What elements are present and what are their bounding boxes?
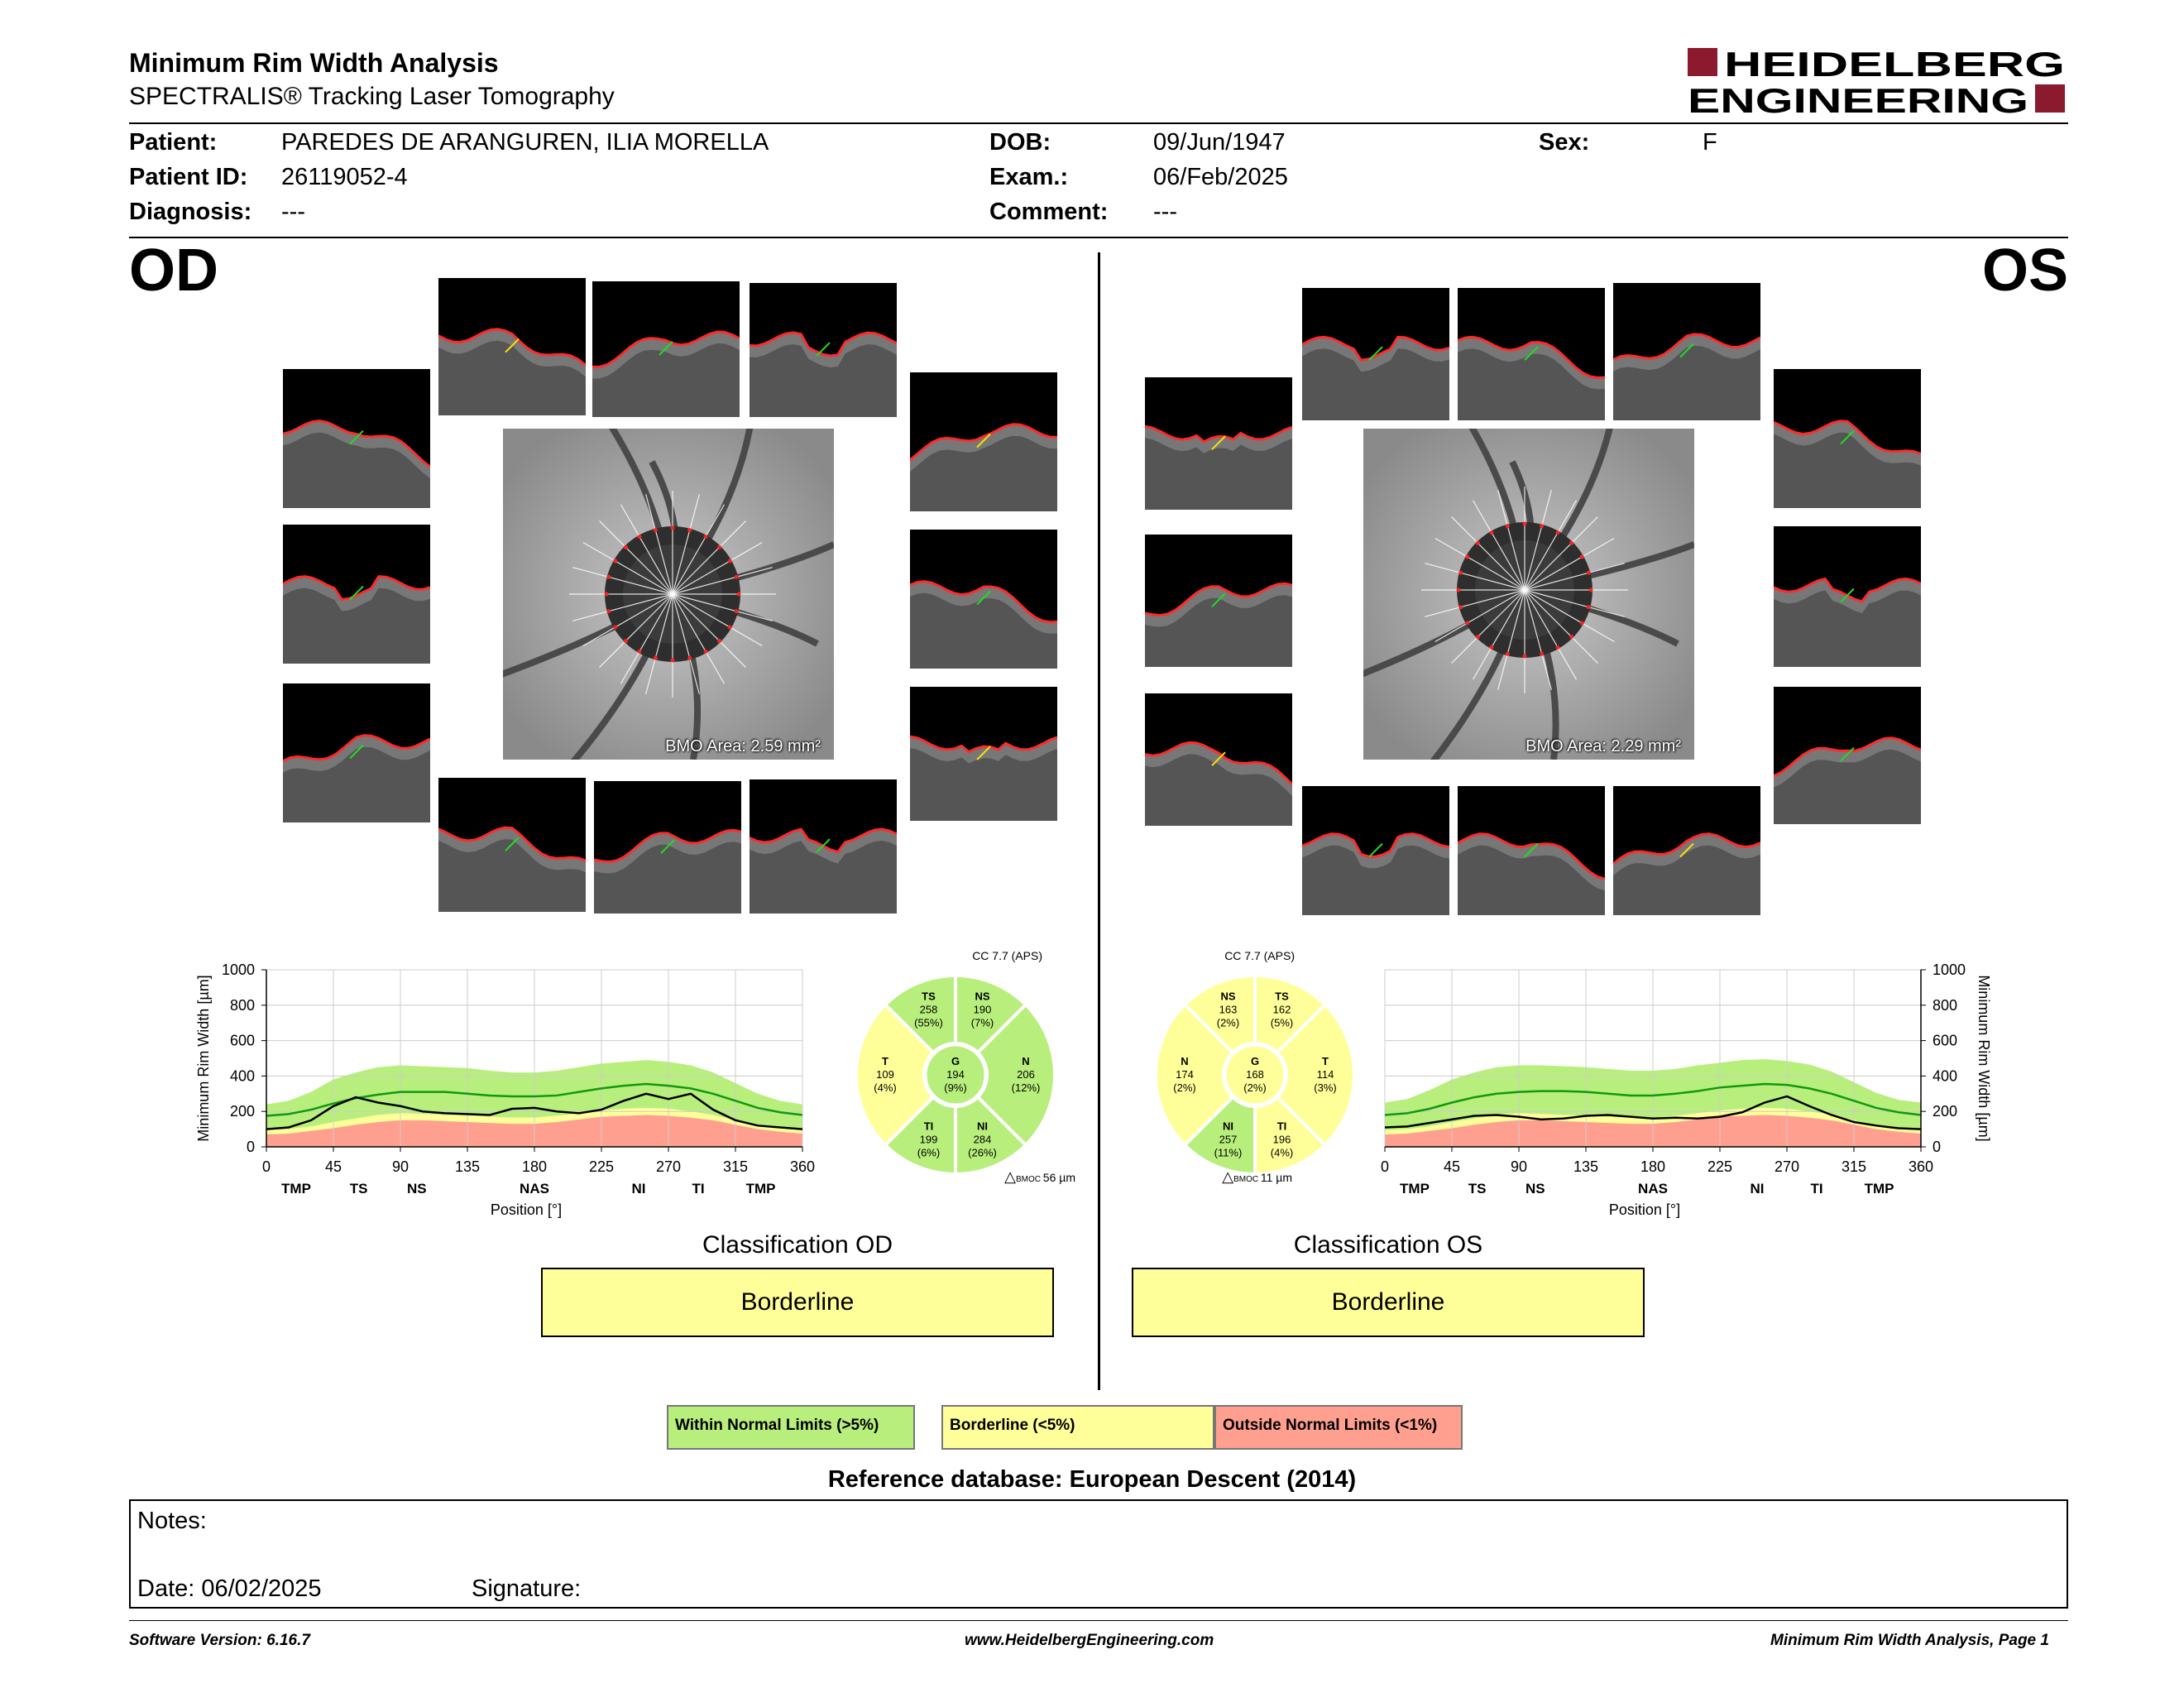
bmo-point xyxy=(671,659,675,663)
od-sector-g-value: 194 xyxy=(946,1068,965,1081)
os-sector-ti-name: TI xyxy=(1276,1120,1287,1133)
sector-axis-label: NI xyxy=(631,1181,646,1196)
x-axis-title: Position [°] xyxy=(1608,1201,1681,1218)
os-sector-n-value: 174 xyxy=(1176,1068,1194,1081)
os-sector-t-value: 114 xyxy=(1316,1068,1334,1081)
y-tick-label: 600 xyxy=(1933,1032,1958,1049)
sector-axis-label: NAS xyxy=(1638,1181,1668,1196)
od-sector-ni-pct: (26%) xyxy=(968,1146,997,1159)
x-tick-label: 135 xyxy=(1573,1158,1599,1175)
y-tick-label: 1000 xyxy=(1933,961,1966,978)
os-oct-scan-12[interactable] xyxy=(1613,786,1760,915)
od-mrw-chart xyxy=(190,952,827,1233)
x-axis-title: Position [°] xyxy=(490,1201,563,1218)
retina-deep-layer xyxy=(592,343,740,417)
bmo-point xyxy=(638,535,642,539)
os-oct-scan-4[interactable] xyxy=(1145,377,1292,510)
os-oct-scan-1[interactable] xyxy=(1302,288,1449,420)
os-sector-g-value: 168 xyxy=(1246,1068,1264,1081)
sector-axis-label: TI xyxy=(1810,1181,1823,1196)
os-oct-scan-6[interactable] xyxy=(1145,535,1292,667)
bmo-point xyxy=(1580,555,1584,559)
x-tick-label: 270 xyxy=(1774,1158,1800,1175)
patient-label: Patient: xyxy=(129,129,218,156)
x-tick-label: 225 xyxy=(1707,1158,1733,1175)
od-sector-ti-value: 199 xyxy=(919,1133,938,1146)
sector-axis-label: TMP xyxy=(1400,1181,1430,1196)
y-tick-label: 400 xyxy=(229,1067,255,1085)
od-sector-ns-pct: (7%) xyxy=(970,1016,994,1029)
os-oct-scan-5[interactable] xyxy=(1774,369,1921,508)
report-title: Minimum Rim Width Analysis xyxy=(129,48,499,78)
bmo-point xyxy=(1569,541,1573,545)
os-classification-box xyxy=(1132,1268,1645,1337)
y-tick-label: 0 xyxy=(1933,1139,1942,1155)
od-oct-scan-9[interactable] xyxy=(910,687,1057,821)
od-classification: Borderline xyxy=(740,1288,855,1316)
x-tick-label: 45 xyxy=(324,1158,342,1175)
os-classification: Borderline xyxy=(1331,1288,1445,1316)
legend-borderline: Borderline (<5%) xyxy=(941,1405,1214,1450)
bmo-point xyxy=(624,545,628,549)
bmo-point xyxy=(1457,588,1461,592)
os-classification-title: Classification OS xyxy=(1293,1231,1483,1259)
report-subtitle: SPECTRALIS® Tracking Laser Tomography xyxy=(129,83,615,110)
os-sector-ti-pct: (4%) xyxy=(1270,1146,1294,1159)
od-sector-ns-value: 190 xyxy=(973,1003,992,1016)
brand-line1: HEIDELBERG xyxy=(1724,46,2065,84)
od-oct-scan-1[interactable] xyxy=(438,278,586,415)
bmo-point xyxy=(687,656,692,660)
bmo-point xyxy=(1569,635,1573,639)
bmo-point xyxy=(704,650,708,654)
x-tick-label: 45 xyxy=(1443,1158,1461,1175)
legend-within-normal: Within Normal Limits (>5%) xyxy=(667,1405,915,1450)
od-sector-n-name: N xyxy=(1022,1055,1030,1067)
x-tick-label: 180 xyxy=(521,1158,548,1175)
od-sector-circle xyxy=(836,948,1075,1188)
x-tick-label: 315 xyxy=(722,1158,749,1175)
od-sector-t-value: 109 xyxy=(876,1068,894,1081)
os-cc-label: CC 7.7 (APS) xyxy=(1224,949,1295,962)
bmo-point xyxy=(1476,541,1480,545)
os-sector-g-pct: (2%) xyxy=(1243,1081,1267,1094)
od-oct-scan-8[interactable] xyxy=(283,683,430,822)
os-oct-scan-7[interactable] xyxy=(1774,526,1921,667)
os-oct-scan-3[interactable] xyxy=(1613,283,1760,420)
os-sector-ni-value: 257 xyxy=(1219,1133,1238,1146)
bmo-point xyxy=(1523,655,1527,659)
od-sector-ni-value: 284 xyxy=(973,1133,992,1146)
date-label: Date: 06/02/2025 xyxy=(137,1575,322,1602)
od-sector-ts-value: 258 xyxy=(919,1003,938,1016)
bmo-point xyxy=(613,626,617,630)
os-sector-circle xyxy=(1135,948,1375,1188)
bmo-point xyxy=(1540,652,1544,656)
sector-axis-label: NAS xyxy=(520,1181,549,1196)
reference-database: Reference database: European Descent (2014) xyxy=(827,1466,1357,1493)
bmo-point xyxy=(1540,524,1544,528)
os-sector-t-name: T xyxy=(1322,1055,1329,1067)
retina-deep-layer xyxy=(910,748,1057,821)
os-sector-ns-value: 163 xyxy=(1219,1003,1238,1016)
software-version: Software Version: 6.16.7 xyxy=(129,1632,310,1649)
bmo-point xyxy=(1458,605,1463,609)
sector-axis-label: TI xyxy=(692,1181,705,1196)
os-bmo-area: BMO Area: 2.29 mm² xyxy=(1525,737,1681,755)
bmo-point xyxy=(1465,555,1469,559)
os-oct-scan-8[interactable] xyxy=(1145,693,1292,826)
os-oct-scan-2[interactable] xyxy=(1458,288,1605,420)
bmo-point xyxy=(1490,645,1494,650)
bmo-point xyxy=(1506,524,1510,528)
os-sector-ts-pct: (5%) xyxy=(1270,1016,1294,1029)
os-fundus-image[interactable] xyxy=(1363,429,1694,760)
sector-axis-label: NS xyxy=(1525,1181,1545,1196)
od-label: OD xyxy=(129,237,218,304)
bmo-point xyxy=(737,592,741,597)
x-tick-label: 225 xyxy=(588,1158,615,1175)
diagnosis-label: Diagnosis: xyxy=(129,199,252,225)
eye-divider xyxy=(1098,252,1100,1390)
sector-axis-label: NI xyxy=(1750,1181,1765,1196)
od-oct-scan-11[interactable] xyxy=(594,781,741,914)
bmo-point xyxy=(654,528,658,532)
od-classification-box xyxy=(541,1268,1054,1337)
bmo-point xyxy=(638,650,642,654)
bmo-point xyxy=(717,545,721,549)
x-tick-label: 270 xyxy=(655,1158,682,1175)
os-oct-scan-10[interactable] xyxy=(1302,786,1449,915)
bmo-point xyxy=(735,575,739,579)
os-bmoc-label: △BMOC 11 µm xyxy=(1222,1168,1292,1185)
od-sector-g-pct: (9%) xyxy=(944,1081,967,1094)
patient-id: 26119052-4 xyxy=(281,164,408,190)
bmo-point xyxy=(1589,588,1593,592)
website-link[interactable]: www.HeidelbergEngineering.com xyxy=(965,1632,1214,1649)
od-sector-t-name: T xyxy=(882,1055,888,1067)
x-tick-label: 360 xyxy=(1908,1158,1934,1175)
bmo-point xyxy=(1556,645,1560,650)
x-tick-label: 0 xyxy=(261,1158,271,1175)
os-sector-ts-name: TS xyxy=(1275,990,1289,1003)
od-sector-g-name: G xyxy=(951,1055,960,1067)
sex-value: F xyxy=(1703,129,1717,156)
retina-deep-layer xyxy=(594,842,741,914)
sex-label: Sex: xyxy=(1539,129,1590,156)
x-tick-label: 315 xyxy=(1841,1158,1867,1175)
bmo-point xyxy=(1523,522,1527,526)
sector-axis-label: TS xyxy=(349,1181,368,1196)
od-sector-ts-pct: (55%) xyxy=(914,1016,943,1029)
sector-axis-label: TMP xyxy=(1864,1181,1894,1196)
x-tick-label: 135 xyxy=(454,1158,481,1175)
y-tick-label: 200 xyxy=(1933,1103,1958,1120)
bmo-point xyxy=(1465,621,1469,626)
y-tick-label: 800 xyxy=(1933,996,1958,1014)
dob-label: DOB: xyxy=(989,129,1051,156)
sector-axis-label: TS xyxy=(1468,1181,1487,1196)
x-tick-label: 90 xyxy=(391,1158,410,1175)
dob-value: 09/Jun/1947 xyxy=(1153,129,1286,156)
sector-axis-label: NS xyxy=(406,1181,427,1196)
bmo-point xyxy=(654,656,658,660)
bmo-point xyxy=(1580,621,1584,626)
y-tick-label: 400 xyxy=(1933,1067,1958,1085)
bmo-point xyxy=(687,528,692,532)
bmo-point xyxy=(606,575,611,579)
x-tick-label: 360 xyxy=(789,1158,816,1175)
brand-line2: ENGINEERING xyxy=(1688,81,2028,116)
od-oct-scan-6[interactable] xyxy=(283,525,430,664)
os-sector-ni-name: NI xyxy=(1222,1120,1233,1133)
bmo-point xyxy=(1458,571,1463,575)
patient-name: PAREDES DE ARANGUREN, ILIA MORELLA xyxy=(281,129,769,156)
bmo-point xyxy=(735,609,739,613)
bmo-point xyxy=(1587,605,1591,609)
os-sector-ni-pct: (11%) xyxy=(1214,1146,1243,1159)
exam-label: Exam.: xyxy=(989,164,1069,190)
y-axis-title: Minimum Rim Width [µm] xyxy=(1976,975,1992,1142)
retina-deep-layer xyxy=(910,593,1057,669)
os-oct-scan-9[interactable] xyxy=(1774,687,1921,824)
y-tick-label: 600 xyxy=(229,1032,255,1049)
bmo-point xyxy=(1556,530,1560,535)
od-sector-ti-name: TI xyxy=(923,1120,934,1133)
y-tick-label: 0 xyxy=(246,1139,255,1155)
os-label: OS xyxy=(1982,237,2069,304)
exam-value: 06/Feb/2025 xyxy=(1153,164,1288,190)
bmo-point xyxy=(671,526,675,530)
os-oct-scan-11[interactable] xyxy=(1458,786,1605,915)
od-bmoc-label: △BMOC 56 µm xyxy=(1004,1168,1075,1185)
bmo-point xyxy=(1506,652,1510,656)
y-tick-label: 200 xyxy=(229,1103,255,1120)
bmo-point xyxy=(717,639,721,643)
legend-outside-normal: Outside Normal Limits (<1%) xyxy=(1214,1405,1463,1450)
sector-axis-label: TMP xyxy=(745,1181,776,1196)
os-sector-ns-pct: (2%) xyxy=(1216,1016,1240,1029)
bmo-point xyxy=(606,609,611,613)
x-tick-label: 180 xyxy=(1640,1158,1666,1175)
od-oct-scan-10[interactable] xyxy=(438,778,586,912)
od-sector-ti-pct: (6%) xyxy=(917,1146,941,1159)
od-oct-scan-3[interactable] xyxy=(750,283,897,417)
comment-label: Comment: xyxy=(989,199,1109,225)
y-tick-label: 800 xyxy=(229,996,255,1014)
od-oct-scan-12[interactable] xyxy=(750,779,897,914)
y-tick-label: 1000 xyxy=(221,961,255,978)
od-sector-n-pct: (12%) xyxy=(1011,1081,1041,1094)
os-sector-n-pct: (2%) xyxy=(1173,1081,1196,1094)
brand-logo xyxy=(1688,46,2068,116)
od-fundus-image[interactable] xyxy=(503,429,834,760)
notes-label: Notes: xyxy=(137,1508,207,1534)
os-sector-t-pct: (3%) xyxy=(1314,1081,1337,1094)
od-sector-ts-name: TS xyxy=(922,990,936,1003)
bmo-point xyxy=(624,639,628,643)
comment-value: --- xyxy=(1153,199,1177,225)
bmo-point xyxy=(1476,635,1480,639)
od-classification-title: Classification OD xyxy=(702,1231,893,1259)
os-sector-ts-value: 162 xyxy=(1272,1003,1291,1016)
bmo-point xyxy=(613,559,617,563)
bmo-point xyxy=(1490,530,1494,535)
od-bmo-area: BMO Area: 2.59 mm² xyxy=(665,737,821,755)
os-mrw-chart xyxy=(1360,952,1997,1233)
diagnosis-value: --- xyxy=(281,199,305,225)
od-sector-n-value: 206 xyxy=(1017,1068,1035,1081)
bmo-point xyxy=(605,592,609,597)
od-oct-scan-4[interactable] xyxy=(283,369,430,508)
bmo-point xyxy=(728,559,732,563)
notes-box[interactable] xyxy=(129,1499,2068,1609)
sector-axis-label: TMP xyxy=(281,1181,311,1196)
bmo-point xyxy=(704,535,708,539)
od-sector-t-pct: (4%) xyxy=(874,1081,897,1094)
od-sector-ni-name: NI xyxy=(977,1120,989,1133)
os-sector-ti-value: 196 xyxy=(1272,1133,1291,1146)
od-oct-scan-7[interactable] xyxy=(910,530,1057,669)
x-tick-label: 0 xyxy=(1380,1158,1390,1175)
od-cc-label: CC 7.7 (APS) xyxy=(972,949,1042,962)
bmo-point xyxy=(1587,571,1591,575)
od-oct-scan-5[interactable] xyxy=(910,372,1057,511)
od-sector-ns-name: NS xyxy=(975,990,990,1003)
patient-id-label: Patient ID: xyxy=(129,164,248,190)
page-number: Minimum Rim Width Analysis, Page 1 xyxy=(1770,1632,2049,1649)
od-oct-scan-2[interactable] xyxy=(592,281,740,417)
os-sector-g-name: G xyxy=(1250,1055,1260,1067)
x-tick-label: 90 xyxy=(1510,1158,1528,1175)
retina-deep-layer xyxy=(1145,595,1292,667)
y-axis-title: Minimum Rim Width [µm] xyxy=(195,975,212,1142)
bmo-point xyxy=(728,626,732,630)
signature-label: Signature: xyxy=(472,1575,582,1602)
os-sector-n-name: N xyxy=(1181,1055,1189,1067)
os-sector-ns-name: NS xyxy=(1220,990,1236,1003)
